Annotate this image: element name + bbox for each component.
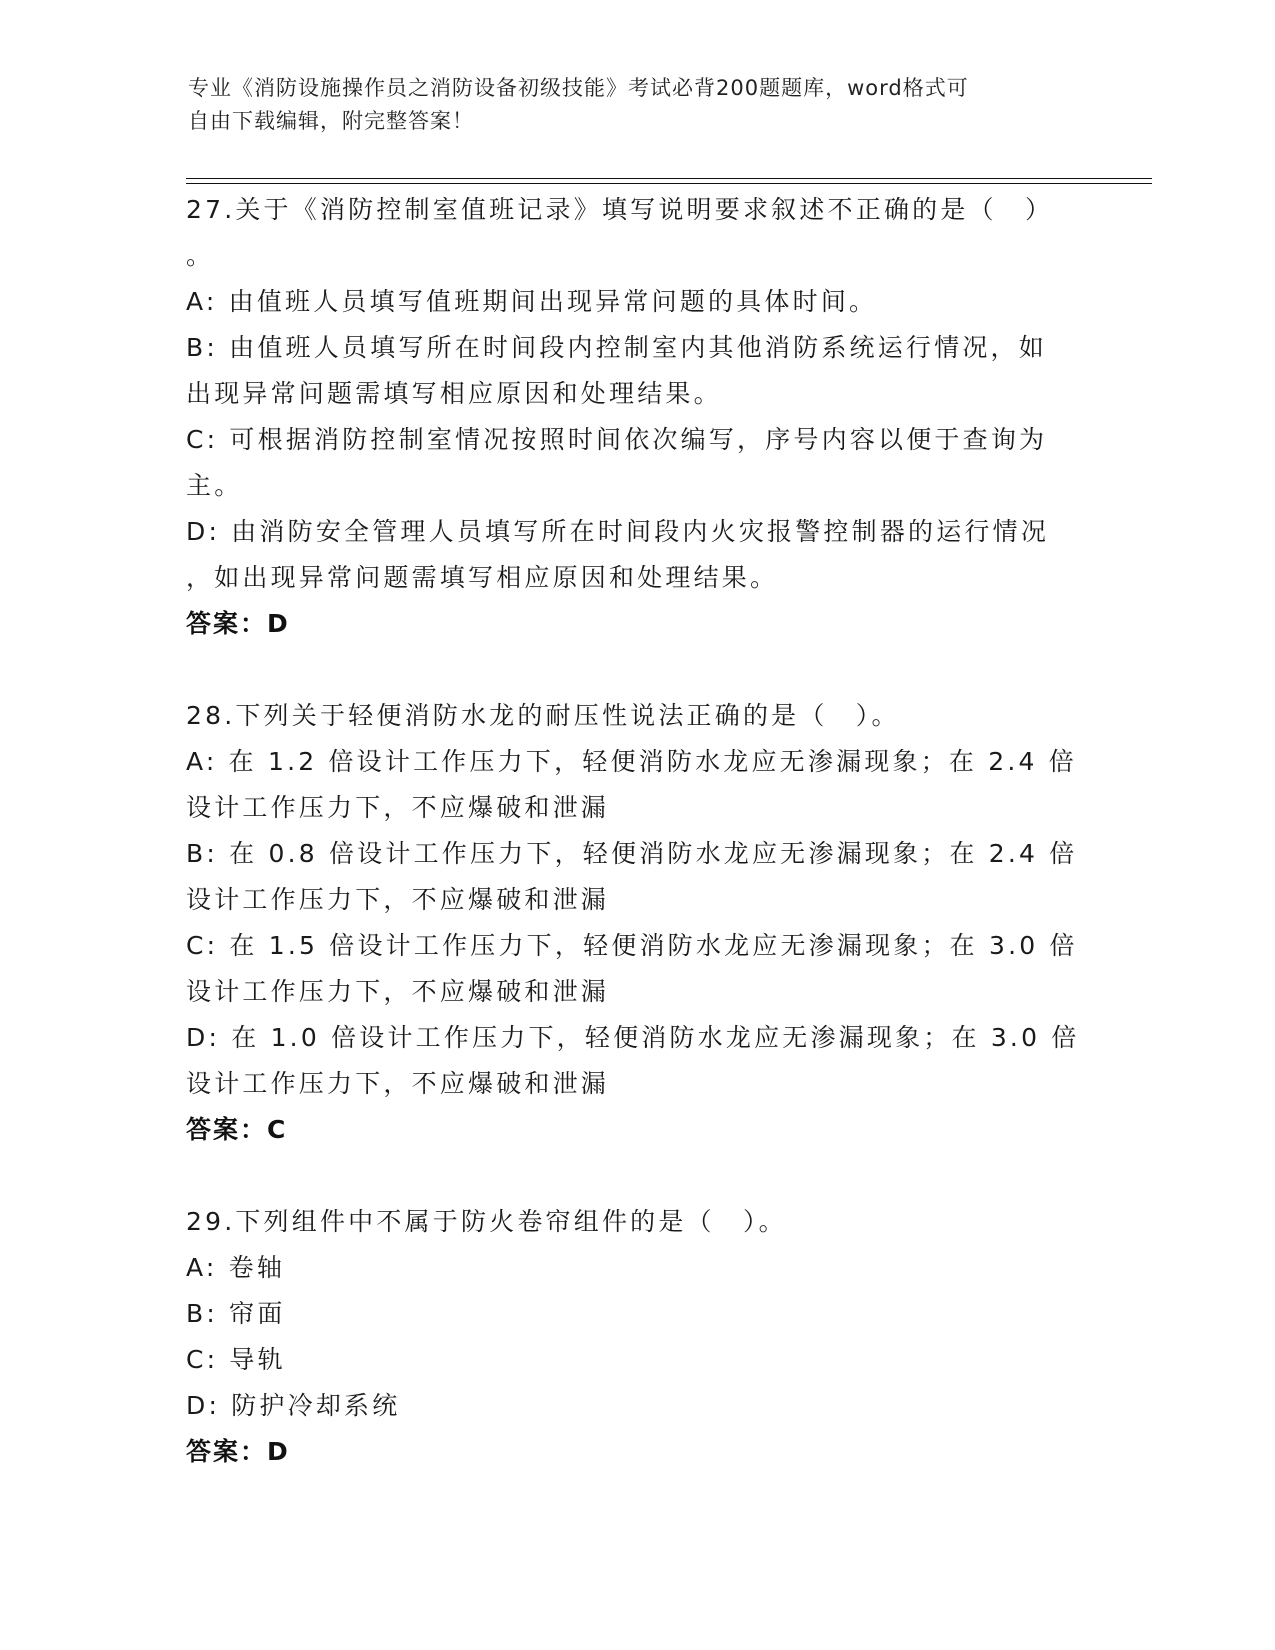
option-a: A: 在 1.2 倍设计工作压力下，轻便消防水龙应无渗漏现象；在 2.4 倍 — [186, 747, 1077, 776]
header-line-2: 自由下载编辑，附完整答案！ — [188, 109, 474, 133]
question-stem-line: 27.关于《消防控制室值班记录》填写说明要求叙述不正确的是（ ） — [186, 195, 1054, 224]
question-27 — [186, 187, 1076, 647]
option-a: A: 由值班人员填写值班期间出现异常问题的具体时间。 — [186, 287, 878, 316]
option-b: B: 帘面 — [186, 1299, 286, 1328]
answer-label: 答案：D — [186, 609, 290, 638]
option-c-continued: 主。 — [186, 471, 243, 500]
answer-label: 答案：D — [186, 1437, 290, 1466]
question-list — [186, 187, 1080, 1475]
option-d-continued: ，如出现异常问题需填写相应原因和处理结果。 — [186, 563, 779, 592]
option-b: B: 由值班人员填写所在时间段内控制室内其他消防系统运行情况，如 — [186, 333, 1047, 362]
option-b-continued: 出现异常问题需填写相应原因和处理结果。 — [186, 379, 722, 408]
question-spacer — [186, 1153, 1076, 1199]
header-line-1: 专业《消防设施操作员之消防设备初级技能》考试必背200题题库，word格式可 — [188, 76, 969, 100]
option-d: D: 由消防安全管理人员填写所在时间段内火灾报警控制器的运行情况 — [186, 517, 1050, 546]
option-b: B: 在 0.8 倍设计工作压力下，轻便消防水龙应无渗漏现象；在 2.4 倍 — [186, 839, 1078, 868]
header-divider-top — [186, 178, 1152, 179]
option-d-continued: 设计工作压力下，不应爆破和泄漏 — [186, 1069, 610, 1098]
answer-label: 答案：C — [186, 1115, 288, 1144]
option-c: C: 导轨 — [186, 1345, 286, 1374]
question-spacer — [186, 647, 1076, 693]
question-28 — [186, 693, 1080, 1153]
option-c-continued: 设计工作压力下，不应爆破和泄漏 — [186, 977, 610, 1006]
option-c: C: 在 1.5 倍设计工作压力下，轻便消防水龙应无渗漏现象；在 3.0 倍 — [186, 931, 1078, 960]
option-a: A: 卷轴 — [186, 1253, 286, 1282]
header-divider-bottom — [186, 183, 1152, 184]
option-c: C: 可根据消防控制室情况按照时间依次编写，序号内容以便于查询为 — [186, 425, 1048, 454]
option-d: D: 在 1.0 倍设计工作压力下，轻便消防水龙应无渗漏现象；在 3.0 倍 — [186, 1023, 1080, 1052]
question-29 — [186, 1199, 1076, 1475]
question-stem-line: 28.下列关于轻便消防水龙的耐压性说法正确的是（ ）。 — [186, 701, 900, 730]
question-stem-line: 。 — [186, 241, 215, 270]
document-header — [188, 72, 1068, 138]
option-a-continued: 设计工作压力下，不应爆破和泄漏 — [186, 793, 610, 822]
option-d: D: 防护冷却系统 — [186, 1391, 401, 1420]
option-b-continued: 设计工作压力下，不应爆破和泄漏 — [186, 885, 610, 914]
question-stem-line: 29.下列组件中不属于防火卷帘组件的是（ ）。 — [186, 1207, 787, 1236]
